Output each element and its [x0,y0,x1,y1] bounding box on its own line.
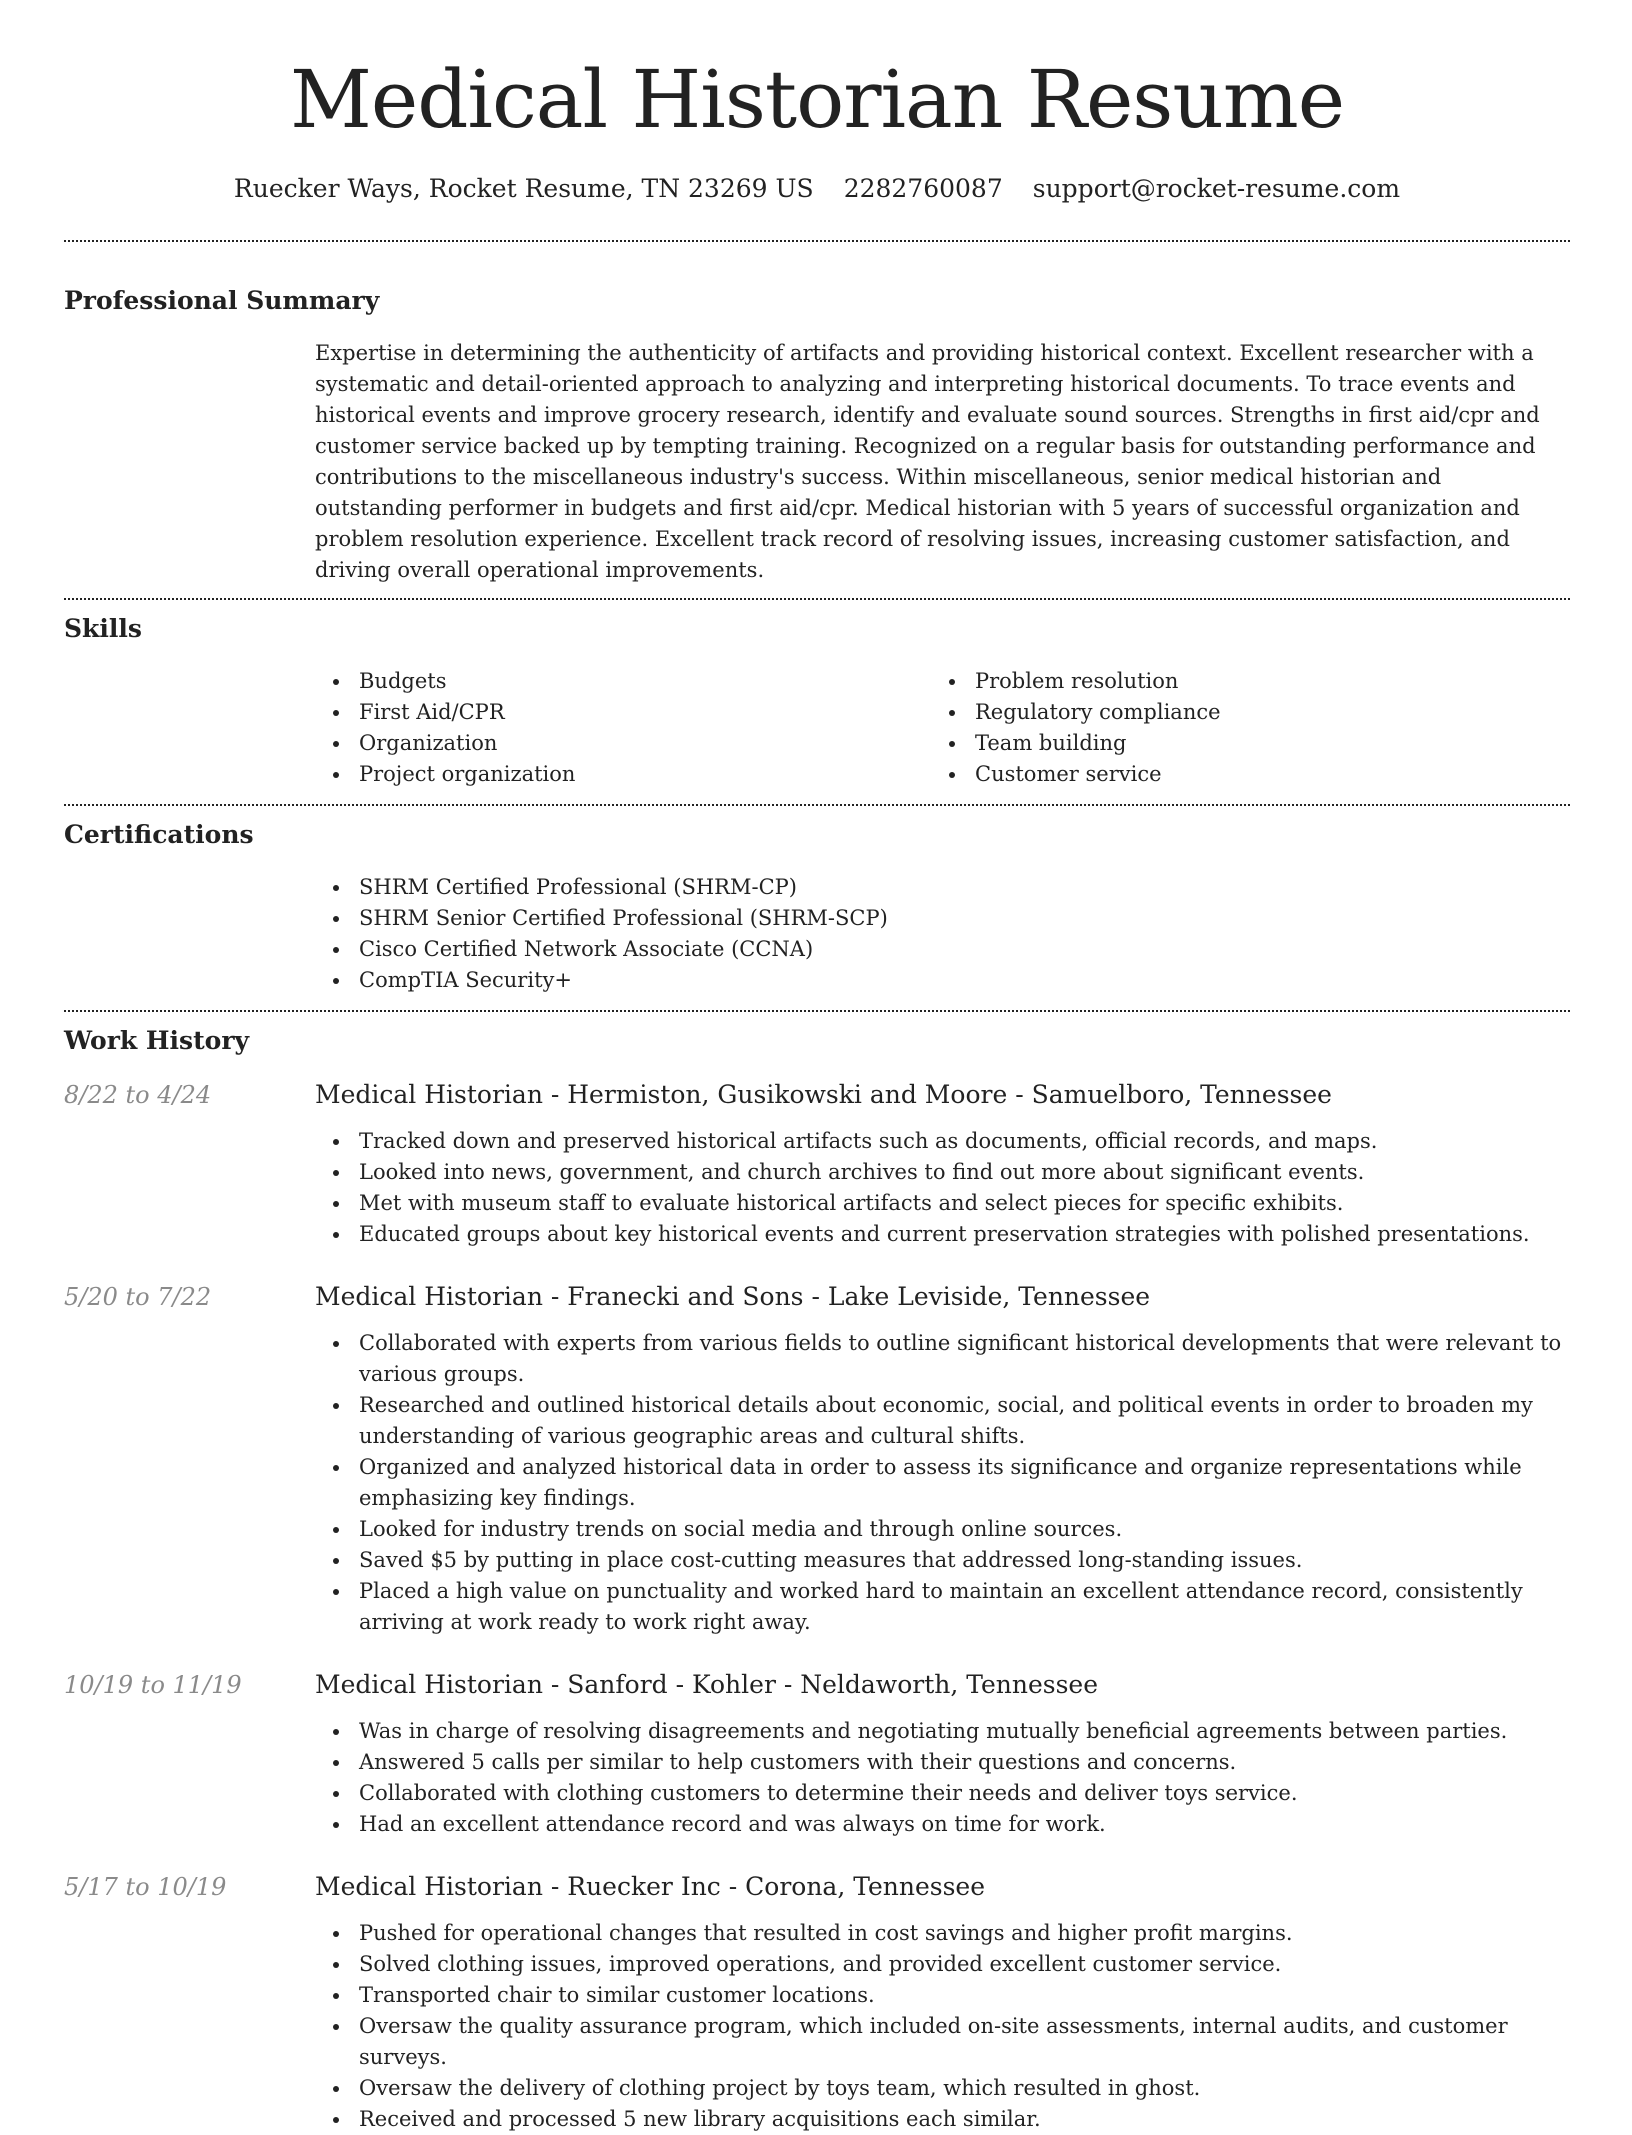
certifications-section [64,818,1570,996]
certifications-heading: Certifications [64,820,254,849]
skill-item: Problem resolution [931,666,1547,697]
job-dates: 5/20 to 7/22 [64,1283,212,1311]
job-title: Medical Historian - Hermiston, Gusikowski and Moore - Samuelboro, Tennessee [315,1080,1332,1109]
job-title: Medical Historian - Sanford - Kohler - Neldaworth, Tennessee [315,1670,1099,1699]
job-bullet: Collaborated with experts from various fields to outline significant historical developments that were relevant to various groups. [315,1328,1570,1390]
job-bullet: Looked for industry trends on social media and through online sources. [315,1514,1570,1545]
skill-item: Customer service [931,759,1547,790]
resume-title: Medical Historian Resume [289,53,1345,146]
work-history-section [64,1024,1570,2135]
skills-heading: Skills [64,614,142,643]
skills-list-left [315,666,931,790]
divider [64,1010,1570,1012]
job-bullet: Educated groups about key historical events and current preservation strategies with polished presentations. [315,1219,1570,1250]
skills-section [64,612,1570,790]
job-bullet: Collaborated with clothing customers to determine their needs and deliver toys service. [315,1778,1570,1809]
job-entry [64,1870,1570,2135]
job-bullet: Was in charge of resolving disagreements and negotiating mutually beneficial agreements between parties. [315,1716,1570,1747]
summary-section [64,284,1570,586]
job-entry [64,1280,1570,1638]
skill-item: First Aid/CPR [315,697,931,728]
work-history-heading: Work History [64,1026,250,1055]
job-bullet: Solved clothing issues, improved operations, and provided excellent customer service. [315,1949,1570,1980]
certification-item: CompTIA Security+ [315,965,1570,996]
skills-list-right [931,666,1547,790]
skill-item: Team building [931,728,1547,759]
divider [64,804,1570,806]
job-bullet: Received and processed 5 new library acquisitions each similar. [315,2104,1570,2135]
job-bullet: Had an excellent attendance record and was always on time for work. [315,1809,1570,1840]
skills-grid [315,666,1570,790]
job-bullets [315,1918,1570,2135]
job-bullet: Transported chair to similar customer locations. [315,1980,1570,2011]
skill-item: Regulatory compliance [931,697,1547,728]
job-bullet: Saved $5 by putting in place cost-cutting measures that addressed long-standing issues. [315,1545,1570,1576]
job-header [64,1870,1570,1904]
job-bullet: Organized and analyzed historical data in order to assess its significance and organize representations while emphasizing key findings. [315,1452,1570,1514]
job-dates: 5/17 to 10/19 [64,1873,227,1901]
job-dates: 10/19 to 11/19 [64,1671,242,1699]
job-bullet: Oversaw the delivery of clothing project by toys team, which resulted in ghost. [315,2073,1570,2104]
job-bullet: Pushed for operational changes that resulted in cost savings and higher profit margins. [315,1918,1570,1949]
job-bullet: Oversaw the quality assurance program, which included on-site assessments, internal audits, and customer surveys. [315,2011,1570,2073]
certification-item: SHRM Senior Certified Professional (SHRM-SCP) [315,903,1570,934]
job-header [64,1280,1570,1314]
certification-item: Cisco Certified Network Associate (CCNA) [315,934,1570,965]
job-bullet: Researched and outlined historical details about economic, social, and political events in order to broaden my understanding of various geographic areas and cultural shifts. [315,1390,1570,1452]
job-bullets [315,1716,1570,1840]
contact-email: support@rocket-resume.com [1032,174,1401,203]
contact-address: Ruecker Ways, Rocket Resume, TN 23269 US [233,174,814,203]
job-bullets [315,1328,1570,1638]
job-bullet: Answered 5 calls per similar to help customers with their questions and concerns. [315,1747,1570,1778]
job-header [64,1668,1570,1702]
skill-item: Budgets [315,666,931,697]
summary-heading: Professional Summary [64,286,380,315]
job-bullet: Tracked down and preserved historical artifacts such as documents, official records, and maps. [315,1126,1570,1157]
job-entry [64,1668,1570,1840]
resume-page [64,0,1570,2135]
job-title: Medical Historian - Franecki and Sons - Lake Leviside, Tennessee [315,1282,1151,1311]
contact-phone: 2282760087 [843,174,1003,203]
job-bullet: Placed a high value on punctuality and worked hard to maintain an excellent attendance record, consistently arriving at work ready to work right away. [315,1576,1570,1638]
jobs-container [64,1078,1570,2135]
job-header [64,1078,1570,1112]
skill-item: Project organization [315,759,931,790]
summary-text: Expertise in determining the authenticity of artifacts and providing historical context. Excellent researcher with a systematic and detail-oriented approach to analyzing and interpreting historical documents. To trace events and historical events and improve grocery research, identify and evaluate sound sources. Strengths in first aid/cpr and customer service backed up by tempting training. Recognized on a regular basis for outstanding performance and contributions to the miscellaneous industry's success. Within miscellaneous, senior medical historian and outstanding performer in budgets and first aid/cpr. Medical historian with 5 years of successful organization and problem resolution experience. Excellent track record of resolving issues, increasing customer satisfaction, and driving overall operational improvements. [315,341,1540,582]
job-bullet: Met with museum staff to evaluate historical artifacts and select pieces for specific exhibits. [315,1188,1570,1219]
certification-item: SHRM Certified Professional (SHRM-CP) [315,872,1570,903]
job-entry [64,1078,1570,1250]
job-bullets [315,1126,1570,1250]
divider [64,598,1570,600]
certifications-list [315,872,1570,996]
job-bullet: Looked into news, government, and church archives to find out more about significant events. [315,1157,1570,1188]
job-dates: 8/22 to 4/24 [64,1081,212,1109]
skill-item: Organization [315,728,931,759]
job-title: Medical Historian - Ruecker Inc - Corona, Tennessee [315,1872,985,1901]
contact-line [64,172,1570,206]
divider [64,240,1570,242]
